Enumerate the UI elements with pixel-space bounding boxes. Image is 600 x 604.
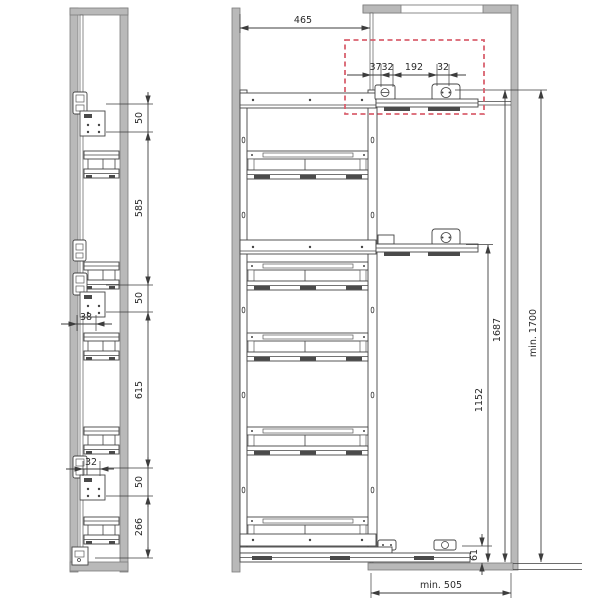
cabinet-top-panel-segment (483, 5, 515, 13)
dim-1152-label: 1152 (474, 387, 485, 413)
dim-min-1700-label: min. 1700 (528, 308, 539, 358)
frame-front-post (240, 90, 247, 560)
basket-icon (84, 517, 119, 544)
floor-guide-icon (72, 547, 88, 565)
frame-rear-post (368, 90, 377, 560)
basket-icon (84, 151, 119, 178)
runner-clamp-icon (432, 84, 460, 101)
basket-icon (247, 151, 368, 179)
basket-icon (84, 333, 119, 360)
bottom-slide-assembly (240, 534, 470, 562)
basket-icon (84, 427, 119, 454)
cabinet-floor-panel (368, 563, 513, 570)
dim-32a-label: 32 (381, 62, 394, 73)
middle-runner-assembly (240, 229, 478, 256)
dim-1687-label: 1687 (492, 317, 503, 343)
dim-585-label: 585 (134, 198, 145, 218)
cabinet-top-panel-segment (363, 5, 401, 13)
dim-61-label: 61 (469, 548, 480, 562)
dim-50-low-label: 50 (134, 475, 145, 489)
left-view-right-panel (120, 8, 128, 572)
dim-266-label: 266 (134, 517, 145, 537)
left-view-top-panel (70, 8, 128, 15)
pullout-door-panel (232, 8, 240, 572)
dim-37-label: 37 (369, 62, 382, 73)
dim-615-label: 615 (134, 380, 145, 400)
basket-icon (247, 333, 368, 361)
left-view-frame-elevation (70, 8, 128, 572)
basket-icon (247, 427, 368, 455)
dim-50-top-label: 50 (134, 111, 145, 125)
dim-192-label: 192 (404, 62, 424, 73)
basket-icon (247, 262, 368, 290)
dim-32b-label: 32 (436, 62, 450, 73)
mid-bracket-icon (73, 240, 86, 261)
top-runner-assembly (240, 84, 511, 111)
dim-465-label: 465 (293, 15, 313, 26)
runner-clamp-icon (375, 85, 395, 100)
dim-50-mid-label: 50 (134, 291, 145, 305)
dim-32-left-label: 32 (84, 457, 98, 468)
dim-min-505-label: min. 505 (419, 580, 463, 591)
runner-clamp-icon (432, 229, 460, 246)
dim-38-label: 38 (79, 312, 93, 323)
